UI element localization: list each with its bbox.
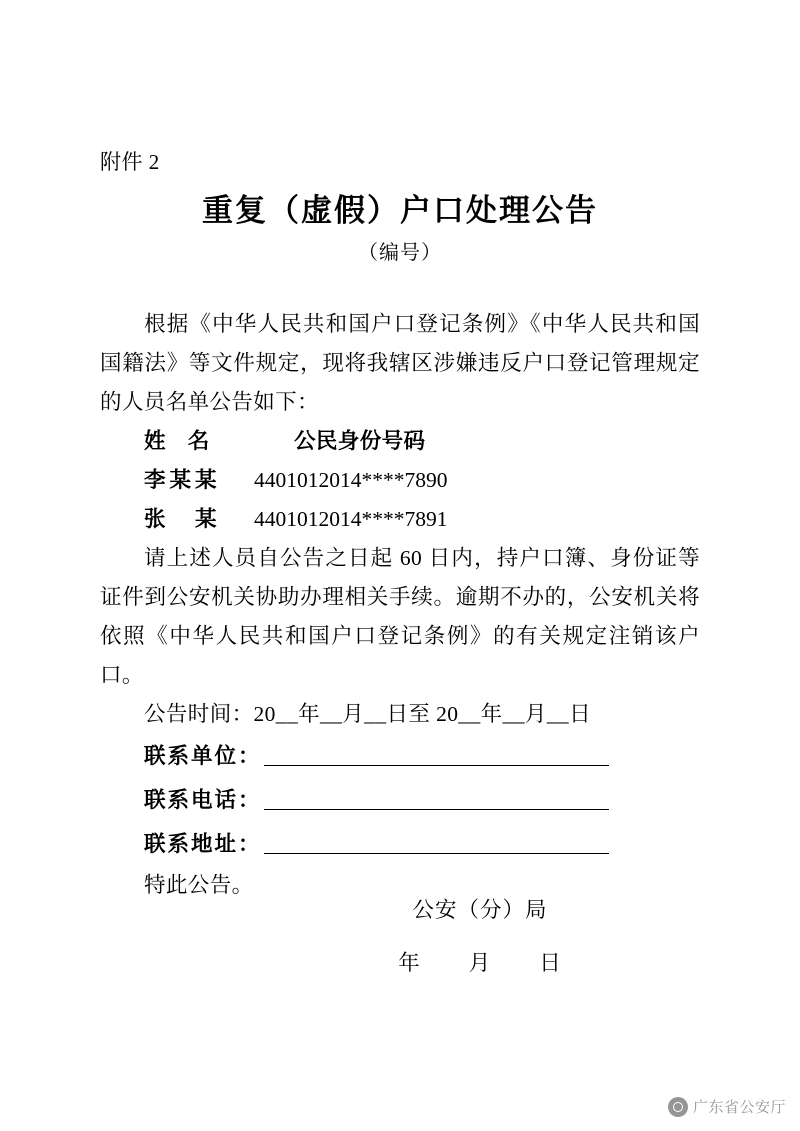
- roster-header-id: 公民身份号码: [294, 429, 426, 453]
- roster-name: 张 某: [144, 507, 221, 531]
- issuing-organization: 公安（分）局: [412, 898, 548, 922]
- document-body: [100, 305, 700, 905]
- signature-month-label: 月: [468, 951, 492, 975]
- table-row: [100, 461, 700, 500]
- paragraph-legal-basis: 根据《中华人民共和国户口登记条例》《中华人民共和国国籍法》等文件规定，现将我辖区涉嫌违反户口登记管理规定的人员名单公告如下：: [100, 312, 700, 414]
- page-title: 重复（虚假）户口处理公告: [202, 193, 598, 228]
- roster-id-number: 4401012014****7891: [254, 507, 448, 531]
- roster-header-name: 姓 名: [144, 429, 210, 453]
- field-blank-line[interactable]: [264, 789, 609, 810]
- field-label: 联系地址：: [144, 832, 262, 856]
- table-row: [100, 500, 700, 539]
- field-blank-line[interactable]: [264, 745, 609, 766]
- field-contact-unit: [100, 734, 700, 778]
- signature-year-label: 年: [398, 951, 421, 975]
- notice-period-line: 公告时间：20__年__月__日至 20__年__月__日: [144, 702, 591, 726]
- field-label: 联系单位：: [144, 744, 262, 768]
- seal-icon: [668, 1097, 688, 1117]
- signature-block: [0, 893, 800, 977]
- roster-name: 李某某: [144, 468, 221, 492]
- watermark-label: 广东省公安厅: [692, 1099, 786, 1116]
- field-contact-phone: [100, 778, 700, 822]
- roster-column-headers: [100, 422, 700, 461]
- signature-day-label: 日: [539, 951, 562, 975]
- closing-statement: 特此公告。: [144, 873, 254, 897]
- roster-id-number: 4401012014****7890: [254, 468, 448, 492]
- watermark: [668, 1096, 786, 1117]
- field-blank-line[interactable]: [264, 833, 609, 854]
- attachment-label: 附件 2: [100, 150, 160, 174]
- paragraph-instructions: 请上述人员自公告之日起 60 日内，持户口簿、身份证等证件到公安机关协助办理相关手续。逾期不办的，公安机关将依照《中华人民共和国户口登记条例》的有关规定注销该户口。: [100, 546, 700, 687]
- document-number-subtitle: （编号）: [358, 242, 442, 264]
- field-label: 联系电话：: [144, 788, 262, 812]
- field-contact-address: [100, 822, 700, 866]
- signature-date: [0, 946, 800, 977]
